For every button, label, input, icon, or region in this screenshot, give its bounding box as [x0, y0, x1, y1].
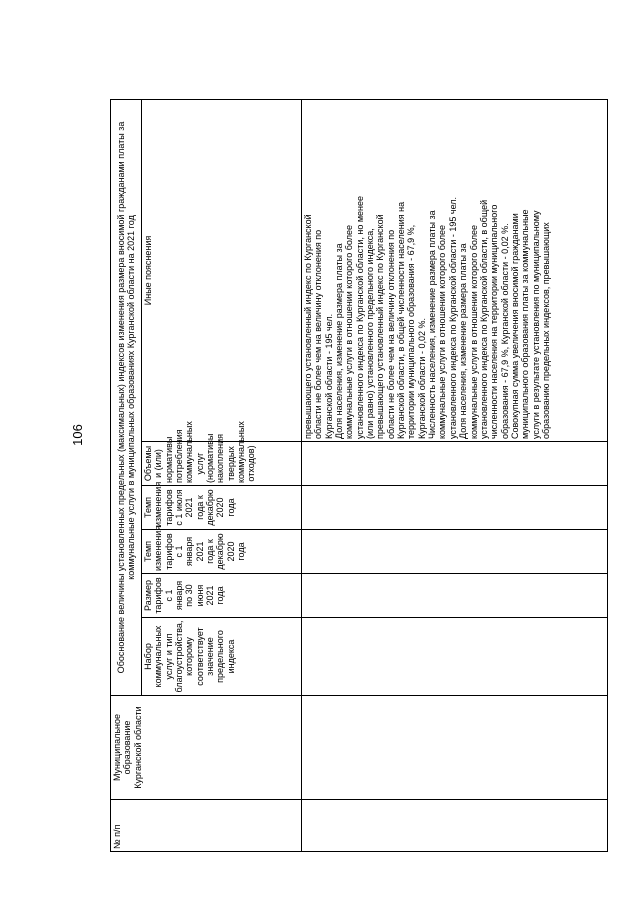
- notes-line: установленного индекса по Курганской области, в общей: [478, 199, 489, 439]
- notes-line: Курганской области, в общей численности населения на: [396, 201, 407, 439]
- notes-line: области не более чем на величину отклонения по: [385, 229, 396, 439]
- notes-line: Курганской области - 195 чел.: [323, 313, 334, 439]
- cell-volumes: [302, 442, 608, 486]
- cell-service-set: [302, 618, 608, 696]
- notes-line: области не более чем на величину отклонения по: [313, 229, 324, 439]
- justification-table: [110, 99, 608, 852]
- notes-line: Доля населения, изменение размера платы за: [458, 243, 469, 439]
- notes-line: численности населения на территории муниципального: [489, 204, 500, 439]
- header-num: № п/п: [111, 800, 302, 852]
- cell-rate-july: [302, 486, 608, 530]
- notes-line: территории муниципального образования - 67,9 %,: [406, 224, 417, 439]
- cell-rate-january: [302, 530, 608, 574]
- header-rate-july: Темп изменения тарифов с 1 июля 2021 года к декабрю 2020 года: [142, 486, 302, 530]
- cell-tariff-size: [302, 574, 608, 618]
- notes-line: коммунальные услуги в отношении которого более: [468, 225, 479, 439]
- notes-line: муниципального образования платы за коммунальные: [520, 209, 531, 439]
- notes-line: коммунальные услуги в отношении которого более: [437, 225, 448, 439]
- header-rate-january: Темп изменения тарифов с 1 января 2021 года к декабрю 2020 года: [142, 530, 302, 574]
- notes-line: превышающего установленный индекс по Курганской: [375, 214, 386, 439]
- cell-num: [302, 800, 608, 852]
- notes-text: [303, 102, 551, 439]
- header-volumes: Объемы и (или) нормативы потребления коммунальных услуг (нормативы накопления твердых коммунальных отходов): [142, 442, 302, 486]
- group-title: Обоснование величины установленных предельных (максимальных) индексов изменения размера вносимой гражданами платы за коммунальные услуги в муниципальных образованиях Курганской области на 2021 год: [111, 99, 142, 695]
- notes-line: коммунальные услуги в отношении которого более: [344, 225, 355, 439]
- notes-line: Курганской области - 0,02 %.: [416, 318, 427, 439]
- header-tariff-size: Размер тарифов с 1 января по 30 июня 2021 года: [142, 574, 302, 618]
- notes-line: (или равно) установленного предельного индекса,: [365, 228, 376, 439]
- notes-line: Численность населения, изменение размера платы за: [427, 210, 438, 439]
- notes-line: установленного индекса по Курганской области, но менее: [354, 195, 365, 439]
- header-notes: Иные пояснения: [142, 99, 302, 441]
- header-service-set: Набор коммунальных услуг и тип благоустройства, которому соответствует значение предельного индекса: [142, 618, 302, 696]
- header-municipality: Муниципальное образование Курганской области: [111, 696, 302, 800]
- notes-line: установленного индекса по Курганской области - 195 чел.: [447, 196, 458, 439]
- notes-line: превышающего установленный индекс по Курганской: [303, 214, 313, 439]
- notes-line: образованию предельных индексов, превышающих: [540, 222, 551, 439]
- notes-line: образования - 67,9 %, Курганской области - 0,02 %.: [499, 223, 510, 439]
- notes-line: услуги в результате установления по муниципальному: [530, 210, 541, 439]
- cell-notes: [302, 99, 608, 441]
- rotated-table-sheet: [110, 100, 608, 852]
- notes-line: Доля населения, изменение размера платы за: [334, 243, 345, 439]
- page-number: 106: [70, 424, 85, 446]
- cell-municipality: [302, 696, 608, 800]
- notes-line: Совокупная сумма увеличения вносимой гражданами: [509, 213, 520, 439]
